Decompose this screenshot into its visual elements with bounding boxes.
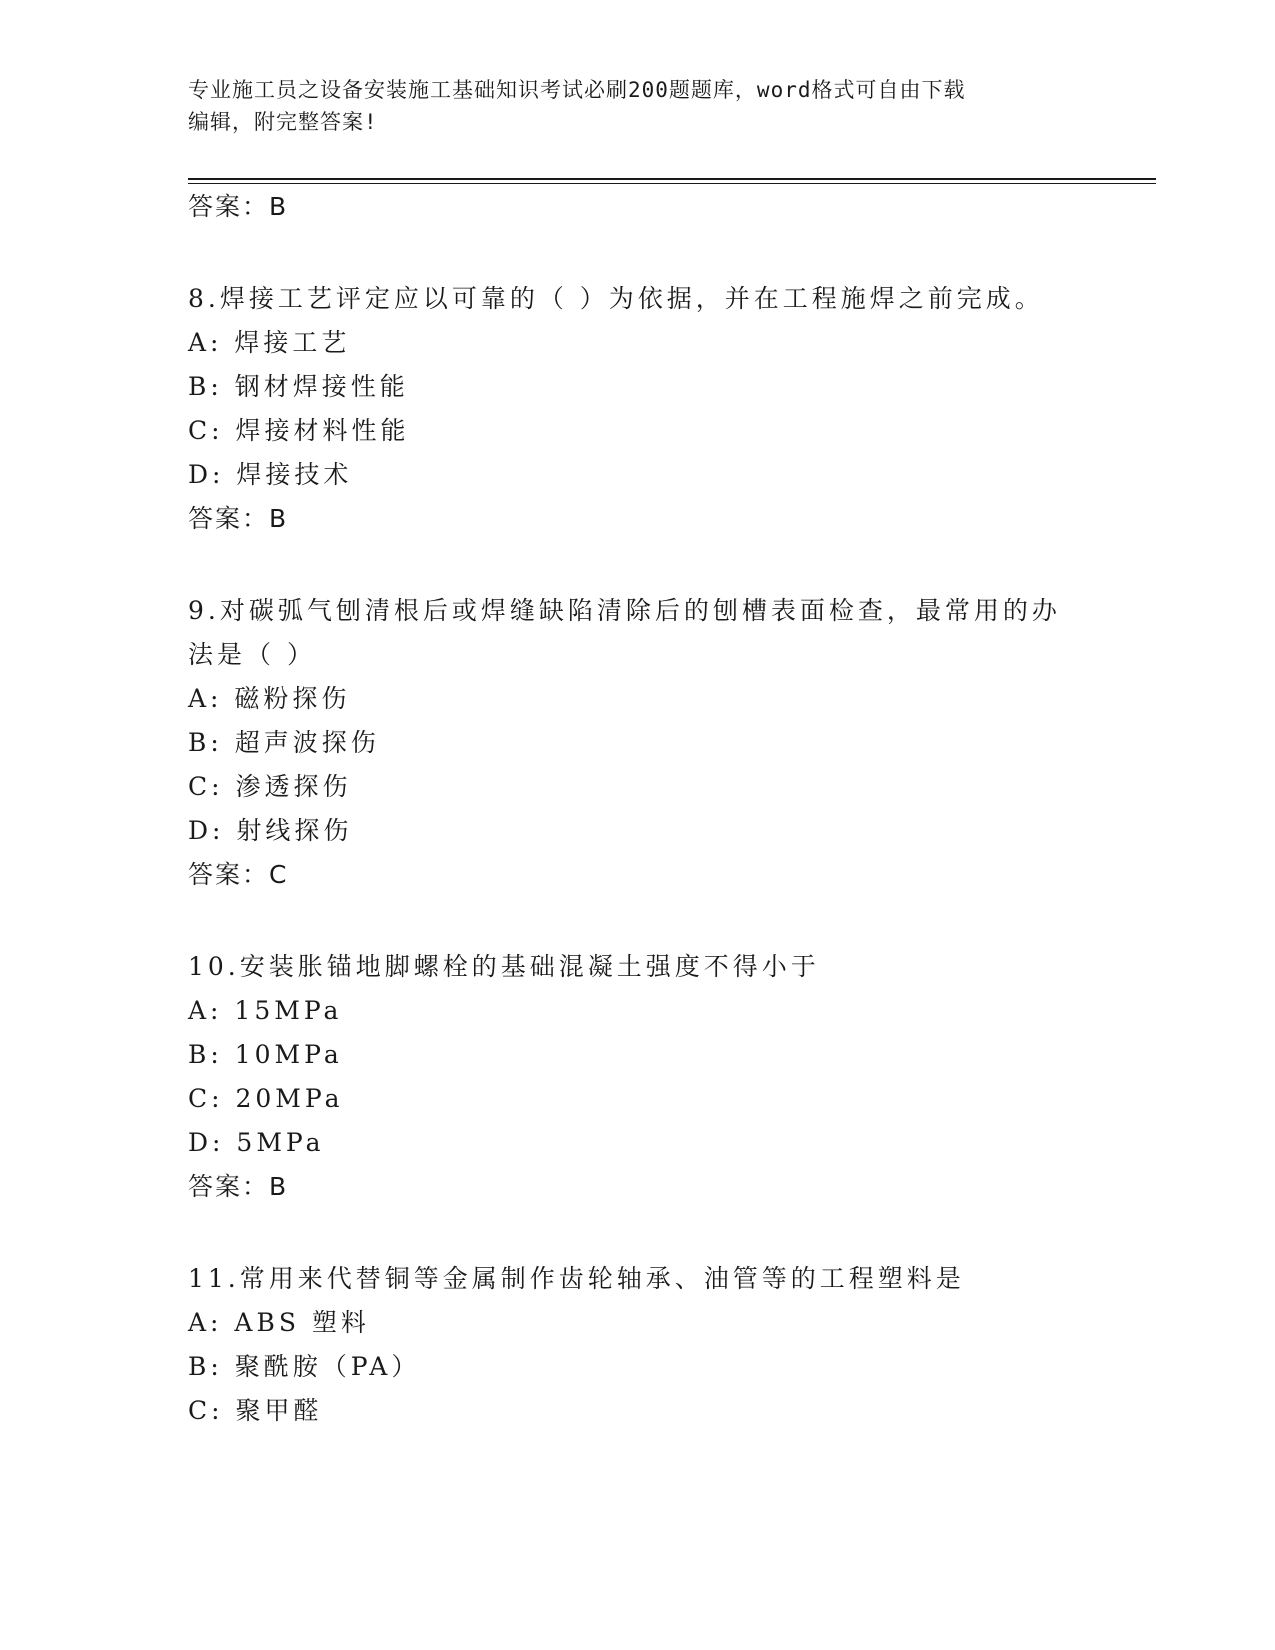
question-11-stem: 11.常用来代替铜等金属制作齿轮轴承、油管等的工程塑料是: [188, 1264, 965, 1293]
question-10-option-c: C: 20MPa: [188, 1084, 344, 1113]
question-10-option-d: D: 5MPa: [188, 1128, 325, 1157]
question-9-option-c: C: 渗透探伤: [188, 772, 352, 801]
question-9-option-b: B: 超声波探伤: [188, 728, 380, 757]
question-9-option-d: D: 射线探伤: [188, 816, 353, 845]
question-9-option-a: A: 磁粉探伤: [188, 684, 351, 713]
answer-previous: 答案：B: [188, 192, 289, 221]
question-8-stem: 8.焊接工艺评定应以可靠的（ ）为依据，并在工程施焊之前完成。: [188, 284, 1044, 313]
question-11-option-c: C: 聚甲醛: [188, 1396, 323, 1425]
question-8-option-c: C: 焊接材料性能: [188, 416, 410, 445]
question-9-stem-line-2: 法是（ ）: [188, 640, 316, 669]
document-header: [188, 74, 1088, 138]
header-divider-top: [188, 178, 1156, 180]
question-8-answer: 答案：B: [188, 504, 289, 533]
header-line-1: 专业施工员之设备安装施工基础知识考试必刷200题题库，word格式可自由下载: [188, 78, 966, 102]
question-8-option-a: A: 焊接工艺: [188, 328, 351, 357]
question-8-option-d: D: 焊接技术: [188, 460, 353, 489]
question-10-answer: 答案：B: [188, 1172, 289, 1201]
question-10-option-b: B: 10MPa: [188, 1040, 343, 1069]
header-divider-bottom: [188, 183, 1156, 184]
question-10-option-a: A: 15MPa: [188, 996, 343, 1025]
question-11-option-b: B: 聚酰胺（PA）: [188, 1352, 421, 1381]
question-11-option-a: A: ABS 塑料: [188, 1308, 370, 1337]
question-9-answer: 答案：C: [188, 860, 289, 889]
question-10-stem: 10.安装胀锚地脚螺栓的基础混凝土强度不得小于: [188, 952, 820, 981]
question-8-option-b: B: 钢材焊接性能: [188, 372, 409, 401]
header-line-2: 编辑，附完整答案!: [188, 110, 378, 134]
question-9-stem-line-1: 9.对碳弧气刨清根后或焊缝缺陷清除后的刨槽表面检查，最常用的办: [188, 596, 1061, 625]
